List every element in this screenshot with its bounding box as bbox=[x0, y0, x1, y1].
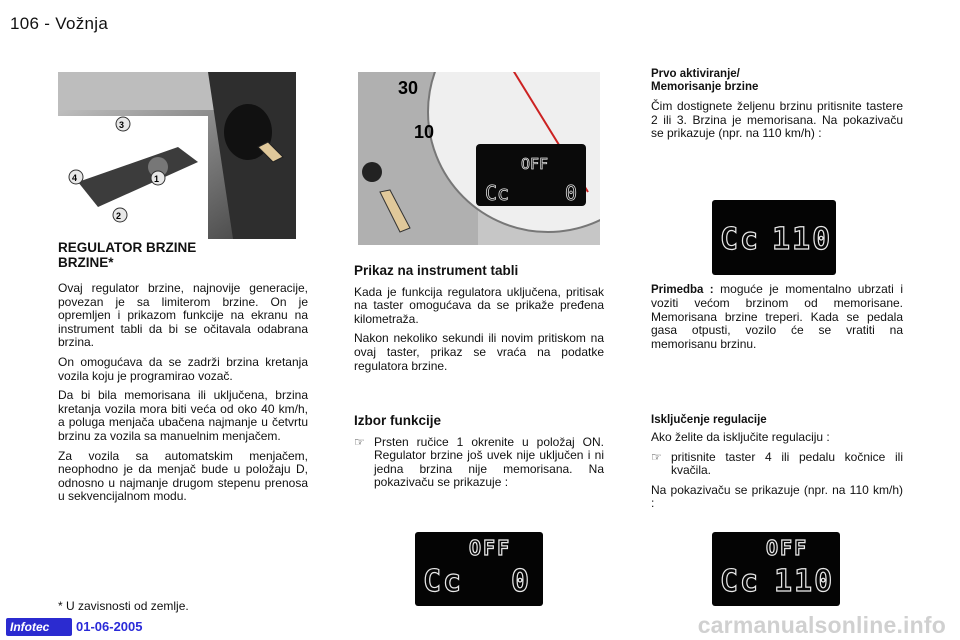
stalk-illustration bbox=[58, 72, 296, 239]
lcd-cc-label: Cc bbox=[720, 222, 761, 257]
col3-paragraph: Ako želite da isključite regulaciju : bbox=[651, 430, 830, 444]
pointing-hand-icon: ☞ bbox=[354, 434, 365, 449]
cluster-photo bbox=[358, 72, 600, 245]
column-2 bbox=[354, 264, 604, 379]
page-number: 106 bbox=[10, 14, 40, 33]
footnote: * U zavisnosti od zemlje. bbox=[58, 599, 189, 613]
column-3-note bbox=[651, 283, 903, 357]
column-2-lower bbox=[354, 414, 604, 490]
section-heading-first-activation: Prvo aktiviranje/ Memorisanje brzine bbox=[651, 68, 759, 93]
bullet-text: Prsten ručice 1 okrenite u položaj ON. Regulator brzine još uvek nije uključen i ni jedna brzina nije memorisana. Na pokazivaču se prikazuje : bbox=[374, 434, 604, 490]
col1-paragraph: Za vozila sa automatskim menjačem, neophodno je da menjač bude u položaju D, odnosno u najmanje drugom stepenu prenosa u sekvencijalnom modu. bbox=[58, 448, 308, 504]
col1-paragraph: Ovaj regulator brzine, najnovije generacije, povezan je sa limiterom brzine. On je opremljen i prikazom funkcije na ekranu na instrument tabli da bi se očitavala odabrana brzina. bbox=[58, 281, 308, 350]
bullet-item bbox=[354, 436, 604, 490]
watermark: carmanualsonline.info bbox=[697, 612, 946, 638]
col2-paragraph: Kada je funkcija regulatora uključena, pritisak na taster omogućava da se prikaže pređena kilometraža. bbox=[354, 284, 604, 326]
lcd-off-label: OFF bbox=[766, 536, 809, 560]
lcd-display-off-110 bbox=[712, 532, 840, 606]
section-heading-cruise-control: REGULATOR BRZINE BRZINE* bbox=[58, 240, 197, 270]
col1-paragraph: Da bi bila memorisana ili uključena, brzina kretanja vozila mora biti veća od oko 40 km/h, a poluga menjača ubačena najmanje u četvrtu brzinu za vozila sa manuelnim menjačem. bbox=[58, 388, 308, 443]
lcd-cc-label: Cc bbox=[423, 564, 464, 599]
note-label: Primedba : bbox=[651, 284, 714, 296]
gauge-label-10: 10 bbox=[414, 122, 435, 142]
cluster-lcd-off: OFF bbox=[521, 155, 549, 173]
bullet-item bbox=[651, 451, 903, 478]
gauge-label-30: 30 bbox=[398, 78, 419, 98]
section-heading-display: Prikaz na instrument tabli bbox=[354, 263, 519, 278]
lcd-off-label: OFF bbox=[469, 536, 512, 560]
col2-paragraph: Nakon nekoliko sekundi ili novim pritiskom na ovaj taster, prikaz se vraća na podatke regulatora brzine. bbox=[354, 331, 604, 373]
pointing-hand-icon: ☞ bbox=[651, 449, 662, 464]
footer-date: 01-06-2005 bbox=[76, 619, 143, 634]
stalk-label-2: 2 bbox=[116, 211, 122, 221]
bullet-text: pritisnite taster 4 ili pedalu kočnice ili kvačila. bbox=[671, 449, 903, 478]
note-text: moguće je momentalno ubrzati i voziti većom brzinom od memorisane. Memorisana brzine treperi. Kada se pedala gasa otpusti, vozilo će se vratiti na memorisanu brzinu. bbox=[651, 282, 903, 351]
infotec-logo-text: Infotec bbox=[10, 620, 50, 634]
col3-paragraph: Čim dostignete željenu brzinu pritisnite tastere 2 ili 3. Brzina je memorisana. Na pokazivaču se prikazuje (npr. na 110 km/h) : bbox=[651, 99, 903, 141]
stalk-photo bbox=[58, 72, 296, 239]
section-heading-function-select: Izbor funkcije bbox=[354, 413, 442, 428]
stalk-label-1: 1 bbox=[154, 174, 160, 184]
stalk-label-4: 4 bbox=[72, 173, 78, 183]
column-3 bbox=[651, 68, 903, 147]
col3-paragraph: Na pokazivaču se prikazuje (npr. na 110 km/h) : bbox=[651, 482, 903, 511]
column-1 bbox=[58, 240, 308, 510]
lcd-speed-value: 110 bbox=[774, 564, 835, 599]
section-heading-deactivation: Isključenje regulacije bbox=[651, 414, 767, 426]
lcd-display-memorized bbox=[712, 200, 836, 275]
cluster-lcd-cc: Cc bbox=[485, 181, 510, 205]
cluster-illustration bbox=[358, 72, 600, 245]
lcd-speed-value: 110 bbox=[772, 222, 833, 257]
page-header: 106 - Vožnja bbox=[10, 14, 109, 33]
lcd-display-off-zero bbox=[415, 532, 543, 606]
lcd-speed-value: 0 bbox=[511, 564, 532, 599]
column-3-lower bbox=[651, 414, 903, 517]
col1-paragraph: On omogućava da se zadrži brzina kretanja vozila koju je programirao vozač. bbox=[58, 354, 308, 383]
cluster-lcd-value: 0 bbox=[565, 181, 578, 205]
stalk-label-3: 3 bbox=[119, 120, 125, 130]
lcd-cc-label: Cc bbox=[720, 564, 761, 599]
infotec-badge bbox=[6, 618, 72, 636]
page-section-title: Vožnja bbox=[55, 14, 109, 33]
